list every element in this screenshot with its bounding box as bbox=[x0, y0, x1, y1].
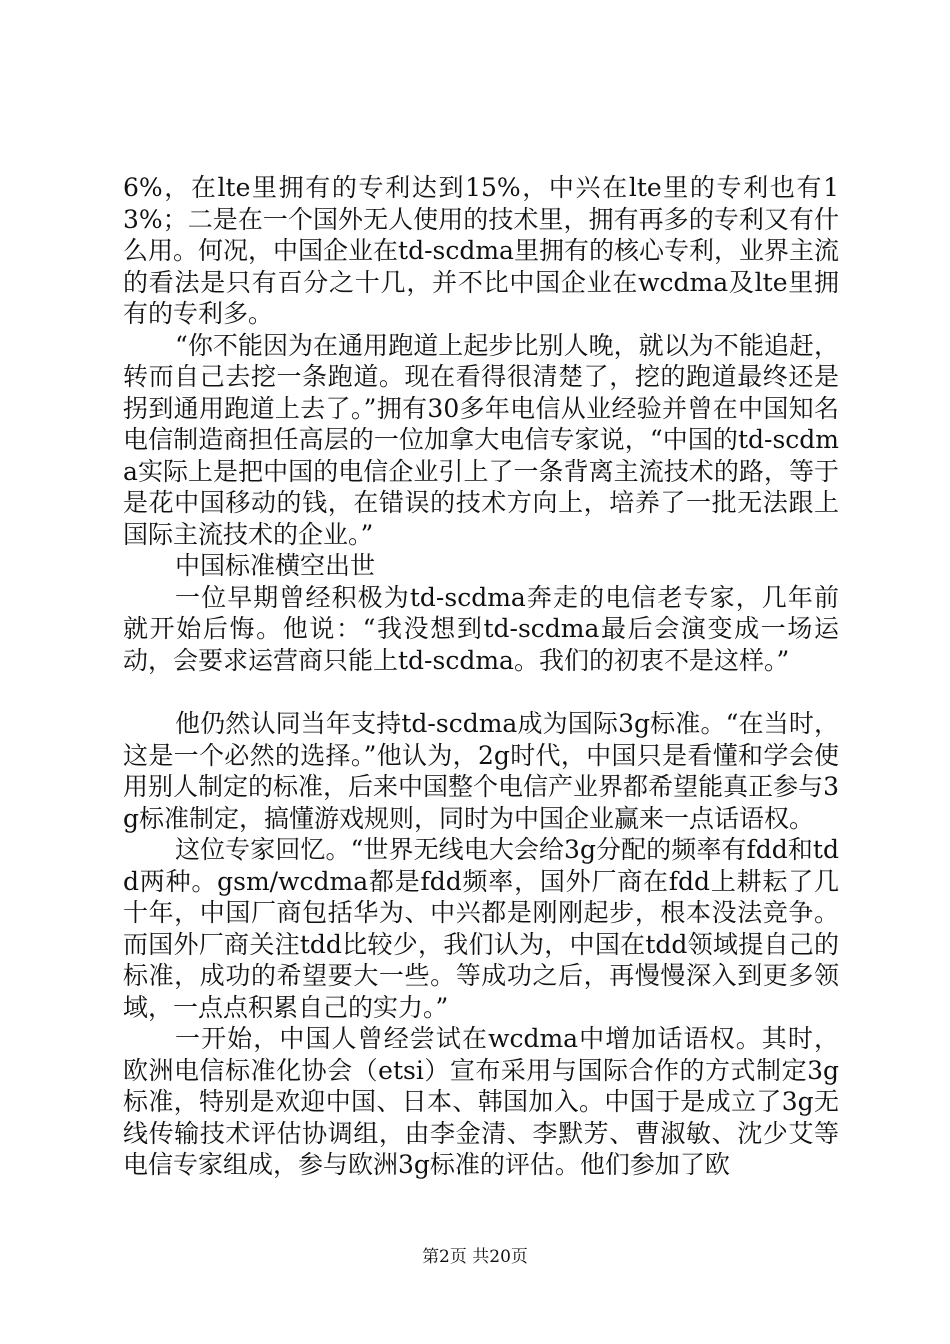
paragraph-support: 他仍然认同当年支持td-scdma成为国际3g标准。“在当时，这是一个必然的选择。”他认为，2g时代，中国只是看懂和学会使用别人制定的标准，后来中国整个电信产业界都希望能真正参与3g标准制定，搞懂游戏规则，同时为中国企业赢来一点话语权。 bbox=[123, 709, 839, 833]
body-text bbox=[123, 172, 839, 1181]
paragraph-beginning: 一开始，中国人曾经尝试在wcdma中增加话语权。其时，欧洲电信标准化协会（etsi）宣布采用与国际合作的方式制定3g标准，特别是欢迎中国、日本、韩国加入。中国于是成立了3g无线传输技术评估协调组，由李金清、李默芳、曹淑敏、沈少艾等电信专家组成，参与欧洲3g标准的评估。他们参加了欧 bbox=[123, 1024, 839, 1179]
page-footer: 第2页 共20页 bbox=[422, 1247, 528, 1267]
paragraph-continued: 6%，在lte里拥有的专利达到15%，中兴在lte里的专利也有13%；二是在一个国外无人使用的技术里，拥有再多的专利又有什么用。何况，中国企业在td-scdma里拥有的核心专利，业界主流的看法是只有百分之十几，并不比中国企业在wcdma及lte里拥有的专利多。 bbox=[123, 173, 839, 328]
paragraph-recall: 这位专家回忆。“世界无线电大会给3g分配的频率有fdd和tdd两种。gsm/wcdma都是fdd频率，国外厂商在fdd上耕耘了几十年，中国厂商包括华为、中兴都是刚刚起步，根本没法竞争。而国外厂商关注tdd比较少，我们认为，中国在tdd领域提自己的标准，成功的希望要大一些。等成功之后，再慢慢深入到更多领域，一点点积累自己的实力。” bbox=[123, 835, 839, 1022]
paragraph-quote-expert: “你不能因为在通用跑道上起步比别人晚，就以为不能追赶，转而自己去挖一条跑道。现在看得很清楚了，挖的跑道最终还是拐到通用跑道上去了。”拥有30多年电信从业经验并曾在中国知名电信制造商担任高层的一位加拿大电信专家说，“中国的td-scdma实际上是把中国的电信企业引上了一条背离主流技术的路，等于是花中国移动的钱，在错误的技术方向上，培养了一批无法跟上国际主流技术的企业。” bbox=[123, 330, 839, 549]
paragraph-regret: 一位早期曾经积极为td-scdma奔走的电信老专家，几年前就开始后悔。他说：“我没想到td-scdma最后会演变成一场运动，会要求运营商只能上td-scdma。我们的初衷不是这样。” bbox=[123, 582, 839, 675]
section-heading: 中国标准横空出世 bbox=[175, 551, 376, 580]
